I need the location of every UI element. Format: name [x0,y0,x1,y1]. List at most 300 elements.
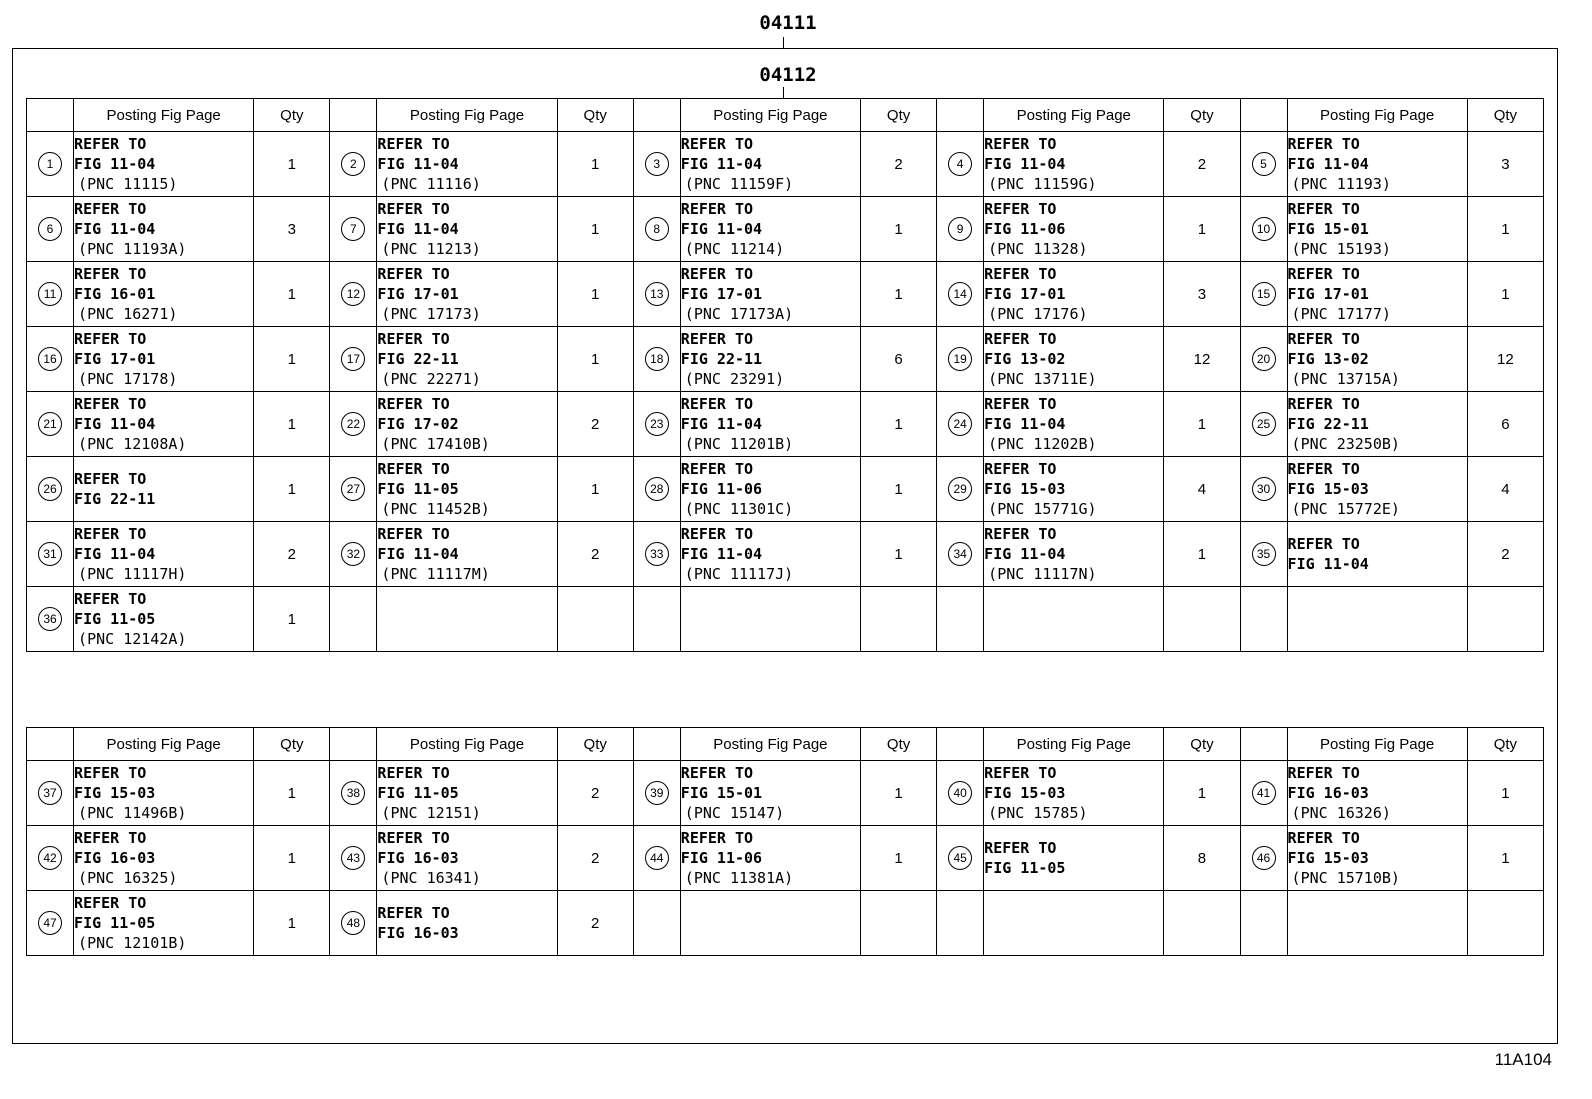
fig-reference: FIG 11-04 [680,155,763,173]
table-row [27,132,1544,197]
pnc-reference: (PNC 17178) [78,370,178,388]
header-posting: Posting Fig Page [74,99,254,132]
item-number-cell [1240,262,1287,327]
table-row [27,327,1544,392]
item-number-badge: 37 [38,781,62,805]
qty-cell [1164,587,1240,652]
refer-to-label: REFER TO [74,330,147,348]
pnc-reference: (PNC 17177) [1291,305,1391,323]
posting-fig-cell [680,132,860,197]
fig-reference: FIG 17-01 [1287,285,1369,303]
refer-to-label: REFER TO [74,395,147,413]
table-header-row [27,728,1544,761]
posting-fig-cell [1287,132,1467,197]
pnc-reference: (PNC 11117J) [684,565,794,583]
item-number-badge: 23 [645,412,669,436]
posting-fig-cell [680,262,860,327]
parts-table-2 [26,727,1544,956]
item-number-badge: 42 [38,846,62,870]
qty-cell: 1 [1467,262,1543,327]
posting-fig-cell [680,327,860,392]
item-number-badge: 31 [38,542,62,566]
item-number-cell [330,826,377,891]
item-number-cell [330,197,377,262]
item-number-cell [330,327,377,392]
qty-cell: 1 [557,457,633,522]
pnc-reference: (PNC 12101B) [78,934,187,952]
fig-reference: FIG 11-05 [984,859,1066,877]
fig-reference: FIG 11-04 [74,155,156,173]
posting-fig-cell [984,826,1164,891]
fig-reference: FIG 15-03 [74,784,156,802]
posting-fig-cell [1287,761,1467,826]
refer-to-label: REFER TO [377,200,450,218]
qty-cell [557,587,633,652]
header-qty: Qty [861,99,937,132]
fig-reference: FIG 11-04 [984,415,1066,433]
posting-fig-cell [680,826,860,891]
refer-to-label: REFER TO [74,135,147,153]
qty-cell: 3 [254,197,330,262]
fig-reference: FIG 13-02 [984,350,1066,368]
pnc-reference: (PNC 11115) [78,175,178,193]
refer-to-label: REFER TO [1287,764,1360,782]
pnc-reference: (PNC 16325) [78,869,178,887]
posting-fig-cell [74,457,254,522]
fig-reference: FIG 15-01 [680,784,763,802]
item-number-badge: 2 [341,152,365,176]
item-number-badge: 24 [948,412,972,436]
pnc-reference: (PNC 16326) [1291,804,1391,822]
qty-cell: 1 [557,262,633,327]
pnc-reference: (PNC 13711E) [988,370,1097,388]
pnc-reference: (PNC 23291) [684,370,785,388]
refer-to-label: REFER TO [984,395,1057,413]
item-number-cell [27,132,74,197]
header-qty: Qty [861,728,937,761]
header-posting: Posting Fig Page [1287,99,1467,132]
pnc-reference: (PNC 17173) [381,305,481,323]
fig-reference: FIG 11-04 [680,415,763,433]
posting-fig-cell [377,262,557,327]
item-number-cell [633,457,680,522]
item-number-cell [27,522,74,587]
refer-to-label: REFER TO [984,135,1057,153]
qty-cell: 1 [254,587,330,652]
header-posting: Posting Fig Page [1287,728,1467,761]
posting-fig-cell [377,197,557,262]
item-number-cell [633,761,680,826]
item-number-cell [633,262,680,327]
posting-fig-cell [984,761,1164,826]
refer-to-label: REFER TO [984,200,1057,218]
pnc-reference: (PNC 11116) [381,175,481,193]
qty-cell: 1 [254,826,330,891]
item-number-badge: 16 [38,347,62,371]
qty-cell: 2 [557,761,633,826]
item-number-cell [937,587,984,652]
posting-fig-cell [1287,826,1467,891]
posting-fig-cell [680,587,860,652]
qty-cell: 2 [861,132,937,197]
pnc-reference: (PNC 11159F) [684,175,794,193]
fig-reference: FIG 11-06 [680,480,763,498]
item-number-badge: 44 [645,846,669,870]
posting-fig-cell [984,132,1164,197]
posting-fig-cell [680,392,860,457]
item-number-cell [330,761,377,826]
item-number-cell [633,587,680,652]
pnc-reference: (PNC 16271) [78,305,178,323]
item-number-badge: 38 [341,781,365,805]
fig-reference: FIG 15-01 [1287,220,1369,238]
item-number-badge: 35 [1252,542,1276,566]
item-number-cell [330,587,377,652]
refer-to-label: REFER TO [74,525,147,543]
posting-fig-cell [377,587,557,652]
pnc-reference: (PNC 16341) [381,869,481,887]
table-row [27,392,1544,457]
pnc-reference: (PNC 11496B) [78,804,187,822]
item-number-cell [1240,826,1287,891]
item-number-badge: 34 [948,542,972,566]
posting-fig-cell [984,327,1164,392]
header-posting: Posting Fig Page [377,99,557,132]
item-number-cell [1240,327,1287,392]
item-number-badge: 11 [38,282,62,306]
item-number-cell [27,891,74,956]
qty-cell: 2 [1164,132,1240,197]
fig-reference: FIG 15-03 [1287,480,1369,498]
posting-fig-cell [680,891,860,956]
item-number-cell [27,327,74,392]
item-number-cell [937,262,984,327]
pnc-reference: (PNC 11193) [1291,175,1391,193]
item-number-badge: 48 [341,911,365,935]
qty-cell: 1 [557,132,633,197]
posting-fig-cell [984,587,1164,652]
item-number-cell [1240,392,1287,457]
header-qty: Qty [1164,99,1240,132]
item-number-badge: 14 [948,282,972,306]
item-number-badge: 27 [341,477,365,501]
refer-to-label: REFER TO [377,135,450,153]
pnc-reference: (PNC 11117H) [78,565,187,583]
item-number-cell [937,327,984,392]
qty-cell: 1 [254,132,330,197]
table-row [27,522,1544,587]
item-number-badge: 21 [38,412,62,436]
item-number-cell [937,891,984,956]
header-posting: Posting Fig Page [984,728,1164,761]
item-number-cell [937,197,984,262]
qty-cell: 1 [1164,392,1240,457]
qty-cell: 1 [254,262,330,327]
refer-to-label: REFER TO [377,460,450,478]
item-number-badge: 13 [645,282,669,306]
pnc-reference: (PNC 13715A) [1291,370,1400,388]
item-number-cell [937,826,984,891]
pnc-reference: (PNC 12142A) [78,630,187,648]
header-num-cell [937,728,984,761]
item-number-badge: 46 [1252,846,1276,870]
item-number-badge: 8 [645,217,669,241]
header-posting: Posting Fig Page [984,99,1164,132]
qty-cell: 1 [254,457,330,522]
fig-reference: FIG 11-04 [377,220,459,238]
fig-reference: FIG 11-05 [377,480,459,498]
refer-to-label: REFER TO [984,265,1057,283]
qty-cell: 1 [1164,197,1240,262]
table-row [27,891,1544,956]
table-header-row [27,99,1544,132]
qty-cell: 1 [861,761,937,826]
refer-to-label: REFER TO [377,764,450,782]
item-number-cell [330,262,377,327]
posting-fig-cell [984,522,1164,587]
pnc-reference: (PNC 15710B) [1291,869,1400,887]
item-number-cell [27,197,74,262]
qty-cell: 4 [1467,457,1543,522]
posting-fig-cell [680,522,860,587]
fig-reference: FIG 11-06 [984,220,1066,238]
item-number-cell [937,761,984,826]
qty-cell: 1 [861,197,937,262]
posting-fig-cell [74,891,254,956]
item-number-cell [27,587,74,652]
qty-cell: 4 [1164,457,1240,522]
item-number-cell [27,457,74,522]
refer-to-label: REFER TO [377,525,450,543]
pnc-reference: (PNC 15785) [988,804,1088,822]
item-number-cell [1240,132,1287,197]
posting-fig-cell [74,262,254,327]
pnc-reference: (PNC 17176) [988,305,1088,323]
header-num-cell [937,99,984,132]
fig-reference: FIG 11-05 [377,784,459,802]
qty-cell: 1 [254,327,330,392]
posting-fig-cell [377,826,557,891]
fig-reference: FIG 22-11 [74,490,156,508]
fig-reference: FIG 11-04 [984,155,1066,173]
refer-to-label: REFER TO [1287,265,1360,283]
parts-table-1 [26,98,1544,652]
posting-fig-cell [984,891,1164,956]
header-posting: Posting Fig Page [74,728,254,761]
item-number-cell [633,826,680,891]
item-number-badge: 29 [948,477,972,501]
fig-reference: FIG 16-01 [74,285,156,303]
qty-cell: 2 [557,522,633,587]
item-number-badge: 3 [645,152,669,176]
posting-fig-cell [74,761,254,826]
top-code-04111: 04111 [759,12,817,34]
refer-to-label: REFER TO [74,590,147,608]
posting-fig-cell [680,761,860,826]
qty-cell: 1 [861,392,937,457]
qty-cell: 1 [557,197,633,262]
item-number-badge: 39 [645,781,669,805]
header-num-cell [330,99,377,132]
header-num-cell [27,728,74,761]
fig-reference: FIG 11-05 [74,610,156,628]
pnc-reference: (PNC 11117M) [381,565,490,583]
item-number-cell [1240,587,1287,652]
fig-reference: FIG 11-04 [74,545,156,563]
table-row [27,457,1544,522]
qty-cell: 2 [557,826,633,891]
posting-fig-cell [1287,587,1467,652]
item-number-badge: 12 [341,282,365,306]
table-row [27,826,1544,891]
posting-fig-cell [1287,392,1467,457]
pnc-reference: (PNC 11117N) [988,565,1097,583]
item-number-cell [1240,197,1287,262]
refer-to-label: REFER TO [74,829,147,847]
item-number-badge: 41 [1252,781,1276,805]
refer-to-label: REFER TO [984,839,1057,857]
pnc-reference: (PNC 12151) [381,804,481,822]
qty-cell: 1 [861,522,937,587]
pnc-reference: (PNC 23250B) [1291,435,1400,453]
item-number-cell [937,132,984,197]
posting-fig-cell [377,761,557,826]
item-number-badge: 19 [948,347,972,371]
fig-reference: FIG 11-04 [74,220,156,238]
item-number-badge: 6 [38,217,62,241]
item-number-cell [27,761,74,826]
header-qty: Qty [254,728,330,761]
pnc-reference: (PNC 15772E) [1291,500,1400,518]
item-number-cell [633,197,680,262]
refer-to-label: REFER TO [377,330,450,348]
fig-reference: FIG 16-03 [377,849,459,867]
refer-to-label: REFER TO [680,460,754,478]
item-number-cell [633,132,680,197]
table-row [27,761,1544,826]
item-number-badge: 1 [38,152,62,176]
header-qty: Qty [1467,99,1543,132]
fig-reference: FIG 15-03 [984,480,1066,498]
fig-reference: FIG 11-04 [1287,155,1369,173]
fig-reference: FIG 17-01 [984,285,1066,303]
qty-cell: 1 [557,327,633,392]
item-number-cell [330,522,377,587]
posting-fig-cell [74,327,254,392]
qty-cell: 2 [557,392,633,457]
qty-cell: 1 [861,262,937,327]
qty-cell: 1 [1467,826,1543,891]
qty-cell: 1 [861,826,937,891]
qty-cell: 8 [1164,826,1240,891]
header-qty: Qty [557,99,633,132]
code-leader-inner [783,87,784,98]
fig-reference: FIG 16-03 [74,849,156,867]
posting-fig-cell [984,197,1164,262]
item-number-cell [937,392,984,457]
posting-fig-cell [1287,891,1467,956]
posting-fig-cell [74,392,254,457]
item-number-cell [330,392,377,457]
item-number-cell [1240,522,1287,587]
posting-fig-cell [377,522,557,587]
pnc-reference: (PNC 22271) [381,370,481,388]
fig-reference: FIG 17-01 [74,350,156,368]
qty-cell: 1 [861,457,937,522]
posting-fig-cell [74,132,254,197]
qty-cell: 3 [1467,132,1543,197]
qty-cell: 6 [861,327,937,392]
header-posting: Posting Fig Page [680,728,860,761]
refer-to-label: REFER TO [74,470,147,488]
item-number-badge: 33 [645,542,669,566]
refer-to-label: REFER TO [377,904,450,922]
item-number-cell [633,891,680,956]
refer-to-label: REFER TO [984,460,1057,478]
fig-reference: FIG 11-05 [74,914,156,932]
item-number-cell [937,457,984,522]
refer-to-label: REFER TO [1287,395,1360,413]
pnc-reference: (PNC 11193A) [78,240,187,258]
fig-reference: FIG 17-01 [680,285,763,303]
refer-to-label: REFER TO [680,395,754,413]
item-number-badge: 7 [341,217,365,241]
refer-to-label: REFER TO [680,764,754,782]
item-number-badge: 26 [38,477,62,501]
posting-fig-cell [680,197,860,262]
item-number-cell [27,392,74,457]
item-number-badge: 45 [948,846,972,870]
header-num-cell [633,99,680,132]
fig-reference: FIG 11-04 [377,155,459,173]
item-number-cell [27,262,74,327]
refer-to-label: REFER TO [1287,460,1360,478]
header-num-cell [1240,728,1287,761]
qty-cell: 1 [1164,761,1240,826]
refer-to-label: REFER TO [680,829,754,847]
fig-reference: FIG 15-03 [1287,849,1369,867]
refer-to-label: REFER TO [377,265,450,283]
item-number-badge: 20 [1252,347,1276,371]
fig-reference: FIG 15-03 [984,784,1066,802]
qty-cell: 1 [1467,761,1543,826]
item-number-cell [27,826,74,891]
qty-cell: 3 [1164,262,1240,327]
header-posting: Posting Fig Page [377,728,557,761]
refer-to-label: REFER TO [74,764,147,782]
posting-fig-cell [1287,327,1467,392]
item-number-badge: 15 [1252,282,1276,306]
posting-fig-cell [1287,197,1467,262]
item-number-cell [1240,457,1287,522]
qty-cell [1467,891,1543,956]
refer-to-label: REFER TO [680,200,754,218]
item-number-badge: 47 [38,911,62,935]
qty-cell: 6 [1467,392,1543,457]
table-row [27,587,1544,652]
code-leader-top [783,37,784,48]
refer-to-label: REFER TO [377,829,450,847]
header-num-cell [633,728,680,761]
posting-fig-cell [74,197,254,262]
posting-fig-cell [1287,457,1467,522]
posting-fig-cell [377,132,557,197]
header-qty: Qty [557,728,633,761]
pnc-reference: (PNC 11452B) [381,500,490,518]
item-number-badge: 36 [38,607,62,631]
posting-fig-cell [74,522,254,587]
refer-to-label: REFER TO [984,525,1057,543]
